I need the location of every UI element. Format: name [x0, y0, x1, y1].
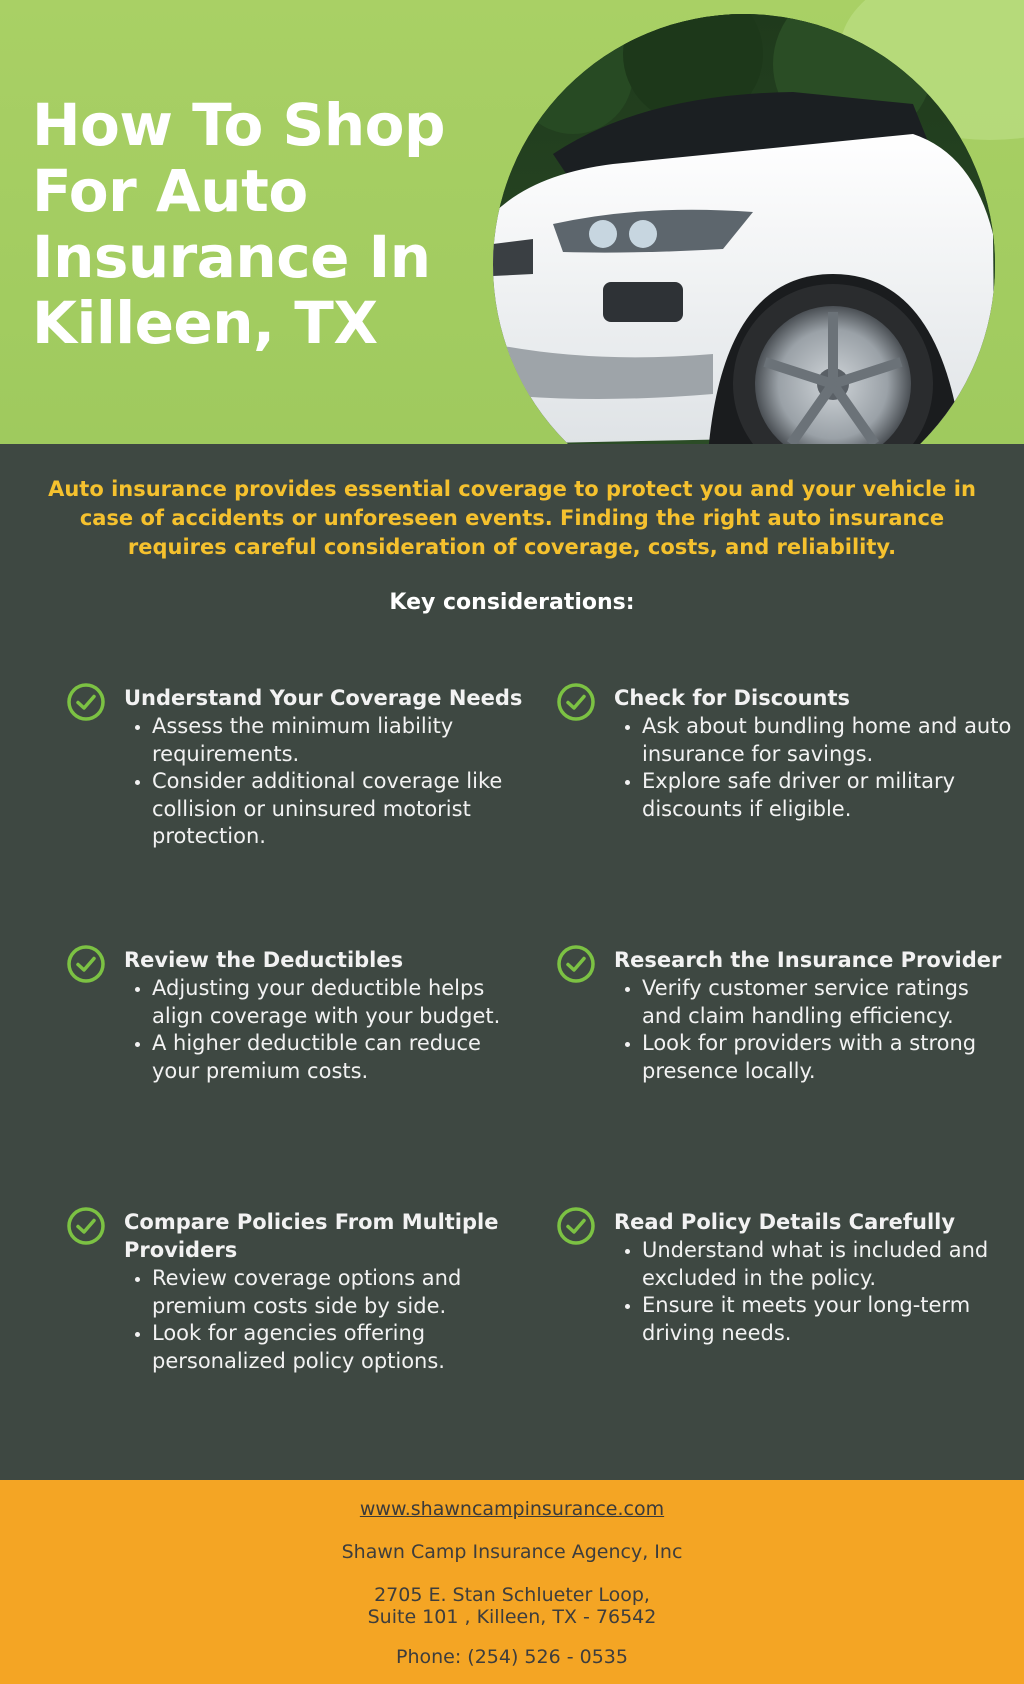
bullet-item: • Look for agencies offering personalized policy options.: [152, 1320, 524, 1375]
consideration-item: [124, 684, 524, 851]
bullet-item: • Ask about bundling home and auto insurance for savings.: [642, 713, 1014, 768]
bullet-item: • Verify customer service ratings and claim handling efficiency.: [642, 975, 1014, 1030]
bullet-list: [614, 1237, 1014, 1347]
bullet-item: • Explore safe driver or military discounts if eligible.: [642, 768, 1014, 823]
page-title: How To Shop For Auto Insurance In Killeen, TX: [32, 91, 445, 357]
consideration-item: [614, 684, 1014, 823]
check-circle-icon: [66, 682, 106, 722]
bullet-item: • Look for providers with a strong presence locally.: [642, 1030, 1014, 1085]
consideration-item: [614, 1208, 1014, 1347]
consideration-item: [124, 946, 524, 1085]
bullet-list: [614, 713, 1014, 823]
item-title: Review the Deductibles: [124, 948, 404, 972]
bullet-item: • Understand what is included and excluded in the policy.: [642, 1237, 1014, 1292]
bullet-item: • Assess the minimum liability requirements.: [152, 713, 524, 768]
address-line-1: 2705 E. Stan Schlueter Loop,: [374, 1584, 650, 1606]
bullet-list: [124, 713, 524, 851]
bullet-item: • Review coverage options and premium costs side by side.: [152, 1265, 524, 1320]
address: [0, 1584, 1024, 1628]
check-circle-icon: [556, 1206, 596, 1246]
bullet-item: • Ensure it meets your long-term driving needs.: [642, 1292, 1014, 1347]
bullet-item: • Adjusting your deductible helps align coverage with your budget.: [152, 975, 524, 1030]
check-circle-icon: [66, 944, 106, 984]
consideration-item: [614, 946, 1014, 1085]
bullet-list: [124, 975, 524, 1085]
item-title: Read Policy Details Carefully: [614, 1210, 956, 1234]
item-title: Research the Insurance Provider: [614, 948, 1002, 972]
consideration-item: [124, 1208, 524, 1375]
bullet-list: [614, 975, 1014, 1085]
website-link[interactable]: www.shawncampinsurance.com: [359, 1498, 665, 1520]
address-line-2: Suite 101 , Killeen, TX - 76542: [367, 1606, 657, 1628]
intro-text: Auto insurance provides essential coverage to protect you and your vehicle in case of accidents or unforeseen events. Finding the right auto insurance requires careful consideration of coverage, costs, and reliability.: [48, 477, 976, 559]
item-title: Compare Policies From Multiple Providers: [124, 1210, 499, 1262]
item-title: Check for Discounts: [614, 686, 851, 710]
check-circle-icon: [66, 1206, 106, 1246]
phone-number: Phone: (254) 526 - 0535: [396, 1646, 628, 1668]
bullet-item: • A higher deductible can reduce your premium costs.: [152, 1030, 524, 1085]
section-title: Key considerations:: [389, 590, 635, 615]
check-circle-icon: [556, 944, 596, 984]
bullet-item: • Consider additional coverage like collision or uninsured motorist protection.: [152, 768, 524, 851]
check-circle-icon: [556, 682, 596, 722]
bullet-list: [124, 1265, 524, 1375]
footer: [0, 1480, 1024, 1684]
item-title: Understand Your Coverage Needs: [124, 686, 523, 710]
agency-name: Shawn Camp Insurance Agency, Inc: [341, 1541, 683, 1563]
header-banner: [0, 0, 1024, 444]
